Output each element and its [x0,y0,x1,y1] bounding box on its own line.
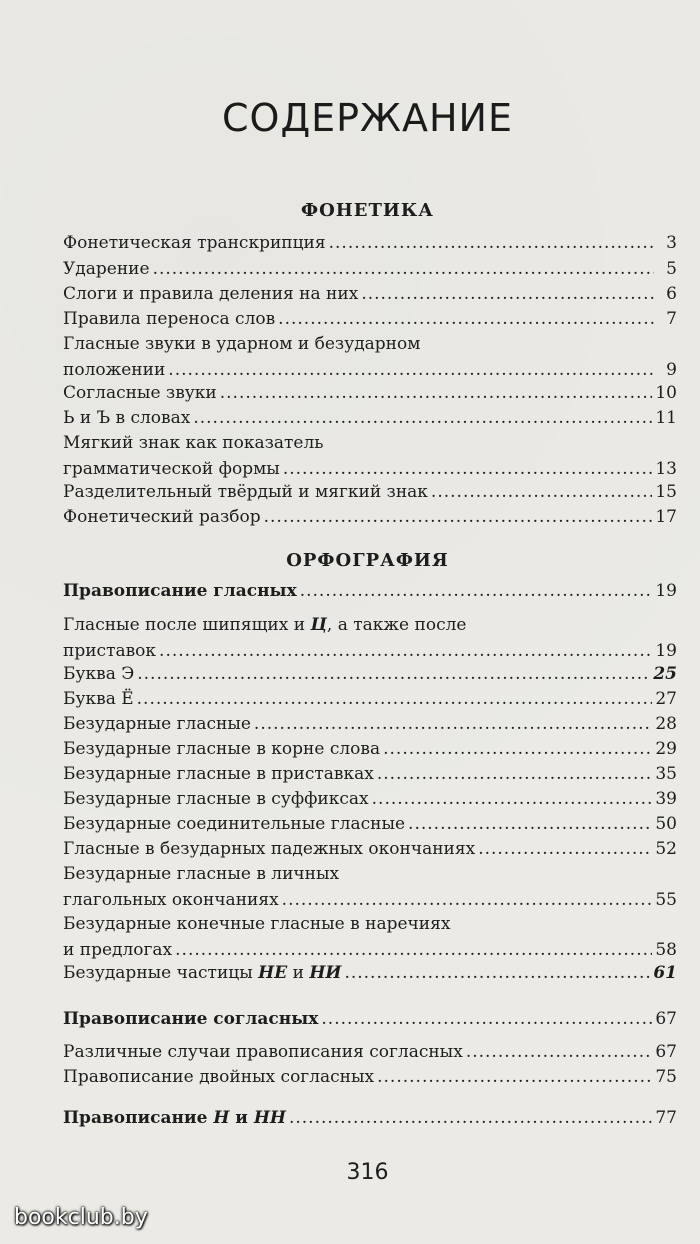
entry-page: 61 [653,963,677,983]
entry-page: 25 [653,664,677,684]
entry-page: 5 [666,259,677,279]
entry-title: Различные случаи правописания согласных [63,1042,463,1062]
toc-entry[interactable] [63,430,677,482]
entry-title: Буква Ё [63,689,134,709]
entry-title-cont: приставок [63,641,157,661]
entry-page: 67 [655,1042,677,1062]
entry-page: 39 [655,789,677,809]
entry-page: 19 [655,641,677,661]
toc-entry[interactable] [63,836,677,862]
entry-title: Разделительный твёрдый и мягкий знак [63,482,428,502]
entry-page: 11 [655,408,677,428]
entry-page: 77 [655,1108,677,1128]
toc-entry[interactable] [63,911,677,963]
toc-entry[interactable] [63,230,677,256]
entry-page: 52 [655,839,677,859]
toc-entry[interactable] [63,306,677,332]
entry-page: 3 [666,233,677,253]
page-number: 316 [346,1160,389,1185]
toc-entry[interactable] [63,686,677,712]
toc-entry-major[interactable] [63,1006,677,1032]
entry-title: Безударные конечные гласные в наречиях [63,914,451,934]
toc-entry-major[interactable] [63,1105,677,1131]
entry-page: 55 [655,890,677,910]
entry-page: 17 [655,507,677,527]
entry-page: 7 [666,309,677,329]
entry-title: Согласные звуки [63,383,217,403]
entry-title: Безударные гласные в суффиксах [63,789,369,809]
entry-title: Слоги и правила деления на них [63,284,359,304]
toc-entry[interactable] [63,661,677,687]
entry-title-cont: положении [63,360,166,380]
entry-title: Буква Э [63,664,135,684]
entry-title: Фонетический разбор [63,507,261,527]
entry-title: и [287,963,310,983]
toc-entry[interactable] [63,331,677,383]
toc-entry[interactable] [63,711,677,737]
entry-page: 9 [666,360,677,380]
entry-page: 27 [655,689,677,709]
entry-title: Безударные соединительные гласные [63,814,406,834]
entry-title: Безударные частицы [63,963,259,983]
toc-entry[interactable] [63,736,677,762]
entry-title: Безударные гласные в личных [63,864,340,884]
entry-page: 28 [655,714,677,734]
entry-page: 29 [655,739,677,759]
toc-entry[interactable] [63,960,677,986]
entry-title-cont: и предлогах [63,940,173,960]
entry-title: Правописание согласных [63,1009,319,1029]
entry-title: Правописание гласных [63,581,297,601]
entry-title: Безударные гласные в корне слова [63,739,381,759]
entry-title: Гласные звуки в ударном и безударном [63,334,421,354]
entry-title: Правила переноса слов [63,309,276,329]
entry-title: Безударные гласные в приставках [63,764,374,784]
toc-entry[interactable] [63,811,677,837]
entry-title: Ь и Ъ в словах [63,408,191,428]
toc-entry[interactable] [63,612,677,664]
entry-title: Безударные гласные [63,714,251,734]
entry-title: и [229,1108,254,1128]
entry-title: Правописание двойных согласных [63,1067,375,1087]
entry-title-cont: грамматической формы [63,459,280,479]
entry-title: Ударение [63,259,150,279]
entry-title-word: НЕ [258,963,288,983]
toc-entry[interactable] [63,786,677,812]
toc-entry[interactable] [63,405,677,431]
entry-page: 10 [655,383,677,403]
entry-title-cont: глагольных окончаниях [63,890,279,910]
section-heading-phonetics: ФОНЕТИКА [301,200,434,221]
entry-title: Фонетическая транскрипция [63,233,326,253]
toc-entry[interactable] [63,761,677,787]
entry-page: 19 [655,581,677,601]
entry-title: Правописание [63,1108,214,1128]
entry-page: 50 [655,814,677,834]
entry-title: Мягкий знак как показатель [63,433,324,453]
entry-page: 13 [655,459,677,479]
entry-title-letter: Ц [310,615,327,635]
toc-entry-major[interactable] [63,578,677,604]
entry-title: , а также после [326,615,467,635]
entry-title: Гласные в безударных падежных окончаниях [63,839,476,859]
entry-page: 75 [655,1067,677,1087]
toc-entry[interactable] [63,1064,677,1090]
entry-title-letter: Н [213,1108,230,1128]
toc-entry[interactable] [63,380,677,406]
toc-entry[interactable] [63,861,677,913]
toc-entry[interactable] [63,504,677,530]
toc-entry[interactable] [63,1039,677,1065]
entry-title: Гласные после шипящих и [63,615,311,635]
entry-page: 67 [655,1009,677,1029]
toc-entry[interactable] [63,479,677,505]
entry-page: 58 [655,940,677,960]
watermark: bookclub.by [14,1205,148,1230]
entry-page: 35 [655,764,677,784]
toc-entry[interactable] [63,281,677,307]
entry-page: 6 [666,284,677,304]
entry-page: 15 [655,482,677,502]
toc-entry[interactable] [63,256,677,282]
section-heading-orthography: ОРФОГРАФИЯ [286,550,449,571]
entry-title-letters: НН [253,1108,286,1128]
page-title: СОДЕРЖАНИЕ [222,96,513,140]
entry-title-word: НИ [309,963,342,983]
